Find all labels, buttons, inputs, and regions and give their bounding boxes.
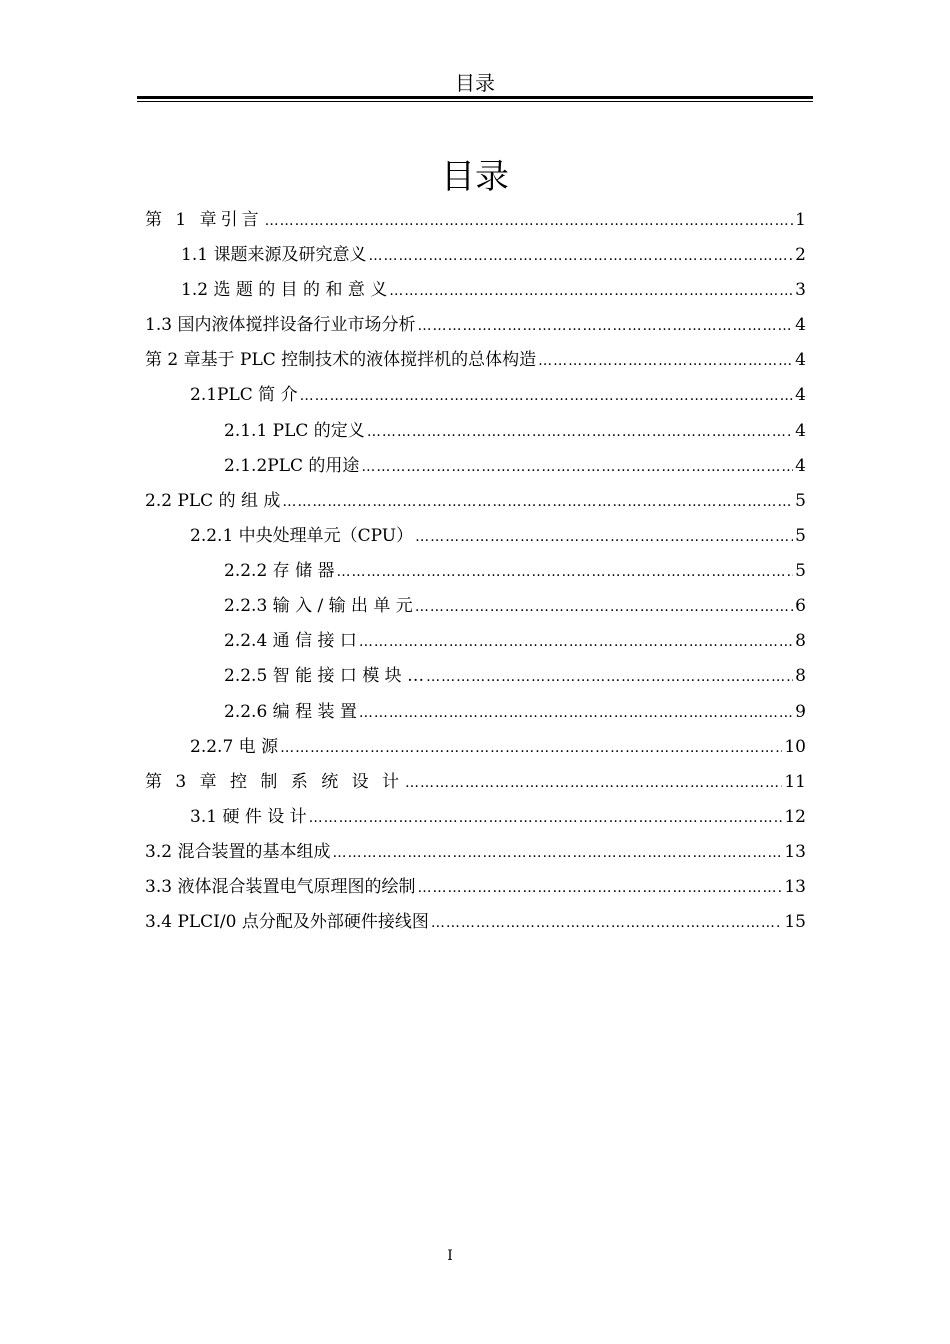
toc-entry[interactable] xyxy=(145,206,806,234)
toc-entry[interactable] xyxy=(181,276,806,304)
toc-entry[interactable] xyxy=(224,627,806,655)
toc-title: 目录 xyxy=(441,157,509,197)
toc-entry[interactable] xyxy=(224,452,806,480)
toc-dot-leader xyxy=(368,242,793,270)
toc-entry-page: 10 xyxy=(784,737,806,757)
toc-entry[interactable] xyxy=(224,698,806,726)
toc-entry[interactable] xyxy=(145,311,806,339)
toc-dot-leader xyxy=(367,418,793,446)
toc-entry-label: 2.1.2PLC 的用途 xyxy=(224,456,360,476)
toc-entry-page: 6 xyxy=(795,596,806,616)
toc-entry-page: 2 xyxy=(795,245,806,265)
toc-entry-page: 4 xyxy=(795,421,806,441)
toc-entry-page: 5 xyxy=(795,526,806,546)
page-number: I xyxy=(447,1248,453,1264)
toc-entry-page: 8 xyxy=(795,631,806,651)
toc-entry-label: 2.2 PLC 的 组 成 xyxy=(145,491,281,511)
toc-entry-label: 2.2.7 电 源 xyxy=(190,737,279,757)
toc-dot-leader xyxy=(282,488,793,516)
toc-dot-leader xyxy=(415,593,793,621)
toc-entry[interactable] xyxy=(224,592,806,620)
toc-entry-label: 2.2.6 编 程 装 置 xyxy=(224,702,357,722)
toc-entry-page: 4 xyxy=(795,385,806,405)
toc-entry[interactable] xyxy=(224,662,806,690)
toc-dot-leader xyxy=(389,277,793,305)
page-header: 目录 xyxy=(455,71,495,95)
toc-entry[interactable] xyxy=(145,768,806,796)
toc-entry[interactable] xyxy=(190,381,806,409)
toc-entry[interactable] xyxy=(145,873,806,901)
toc-entry-page: 9 xyxy=(795,702,806,722)
toc-entry-label: 2.2.1 中央处理单元（CPU） xyxy=(190,526,414,546)
toc-entry[interactable] xyxy=(224,417,806,445)
toc-entry[interactable] xyxy=(190,803,806,831)
toc-entry-label: 第 2 章基于 PLC 控制技术的液体搅拌机的总体构造 xyxy=(145,350,537,370)
toc-entry-page: 1 xyxy=(795,210,806,230)
toc-entry-page: 3 xyxy=(795,280,806,300)
toc-entry-label: 第 3 章 控 制 系 统 设 计 xyxy=(145,772,404,792)
toc-entry-page: 11 xyxy=(784,772,806,792)
toc-entry[interactable] xyxy=(181,241,806,269)
toc-dot-leader xyxy=(336,558,793,586)
toc-entry-label: 2.2.5 智 能 接 口 模 块 … xyxy=(224,666,425,686)
toc-entry-label: 3.1 硬 件 设 计 xyxy=(190,807,307,827)
toc-dot-leader xyxy=(309,804,783,832)
toc-entry-label: 2.2.2 存 储 器 xyxy=(224,561,335,581)
toc-dot-leader xyxy=(417,312,793,340)
toc-entry[interactable] xyxy=(224,557,806,585)
toc-entry-page: 13 xyxy=(784,877,806,897)
toc-entry-label: 2.2.3 输 入 / 输 出 单 元 xyxy=(224,596,413,616)
toc-entry-label: 1.3 国内液体搅拌设备行业市场分析 xyxy=(145,315,416,335)
toc-dot-leader xyxy=(361,453,793,481)
toc-entry-page: 15 xyxy=(784,912,806,932)
toc-dot-leader xyxy=(431,909,783,937)
toc-entry-page: 13 xyxy=(784,842,806,862)
toc-dot-leader xyxy=(417,874,782,902)
toc-entry-label: 2.1.1 PLC 的定义 xyxy=(224,421,365,441)
toc-entry-label: 3.3 液体混合装置电气原理图的绘制 xyxy=(145,877,416,897)
toc-entry-label: 1.2 选 题 的 目 的 和 意 义 xyxy=(181,280,388,300)
toc-dot-leader xyxy=(426,663,793,691)
toc-dot-leader xyxy=(280,734,782,762)
toc-entry[interactable] xyxy=(145,487,806,515)
toc-dot-leader xyxy=(265,207,794,235)
toc-entry[interactable] xyxy=(145,346,806,374)
toc-dot-leader xyxy=(332,839,782,867)
toc-entry[interactable] xyxy=(190,733,806,761)
toc-entry[interactable] xyxy=(145,908,806,936)
toc-entry-page: 4 xyxy=(795,315,806,335)
toc-entry[interactable] xyxy=(190,522,806,550)
toc-entry-page: 8 xyxy=(795,666,806,686)
toc-entry-label: 3.4 PLCI/0 点分配及外部硬件接线图 xyxy=(145,912,429,932)
toc-entry-page: 5 xyxy=(795,561,806,581)
toc-dot-leader xyxy=(405,769,782,797)
toc-entry-page: 12 xyxy=(784,807,806,827)
toc-entry-label: 3.2 混合装置的基本组成 xyxy=(145,842,331,862)
toc-entry-page: 4 xyxy=(795,456,806,476)
toc-entry-label: 1.1 课题来源及研究意义 xyxy=(181,245,367,265)
toc-entry[interactable] xyxy=(145,838,806,866)
toc-entry-page: 4 xyxy=(795,350,806,370)
toc-dot-leader xyxy=(359,628,793,656)
toc-dot-leader xyxy=(415,523,793,551)
toc-entry-page: 5 xyxy=(795,491,806,511)
toc-dot-leader xyxy=(538,347,793,375)
toc-entry-label: 第 1 章引言 xyxy=(145,210,263,230)
toc-entry-label: 2.1PLC 简 介 xyxy=(190,385,298,405)
toc-dot-leader xyxy=(300,382,794,410)
toc-entry-label: 2.2.4 通 信 接 口 xyxy=(224,631,357,651)
toc-dot-leader xyxy=(359,699,793,727)
